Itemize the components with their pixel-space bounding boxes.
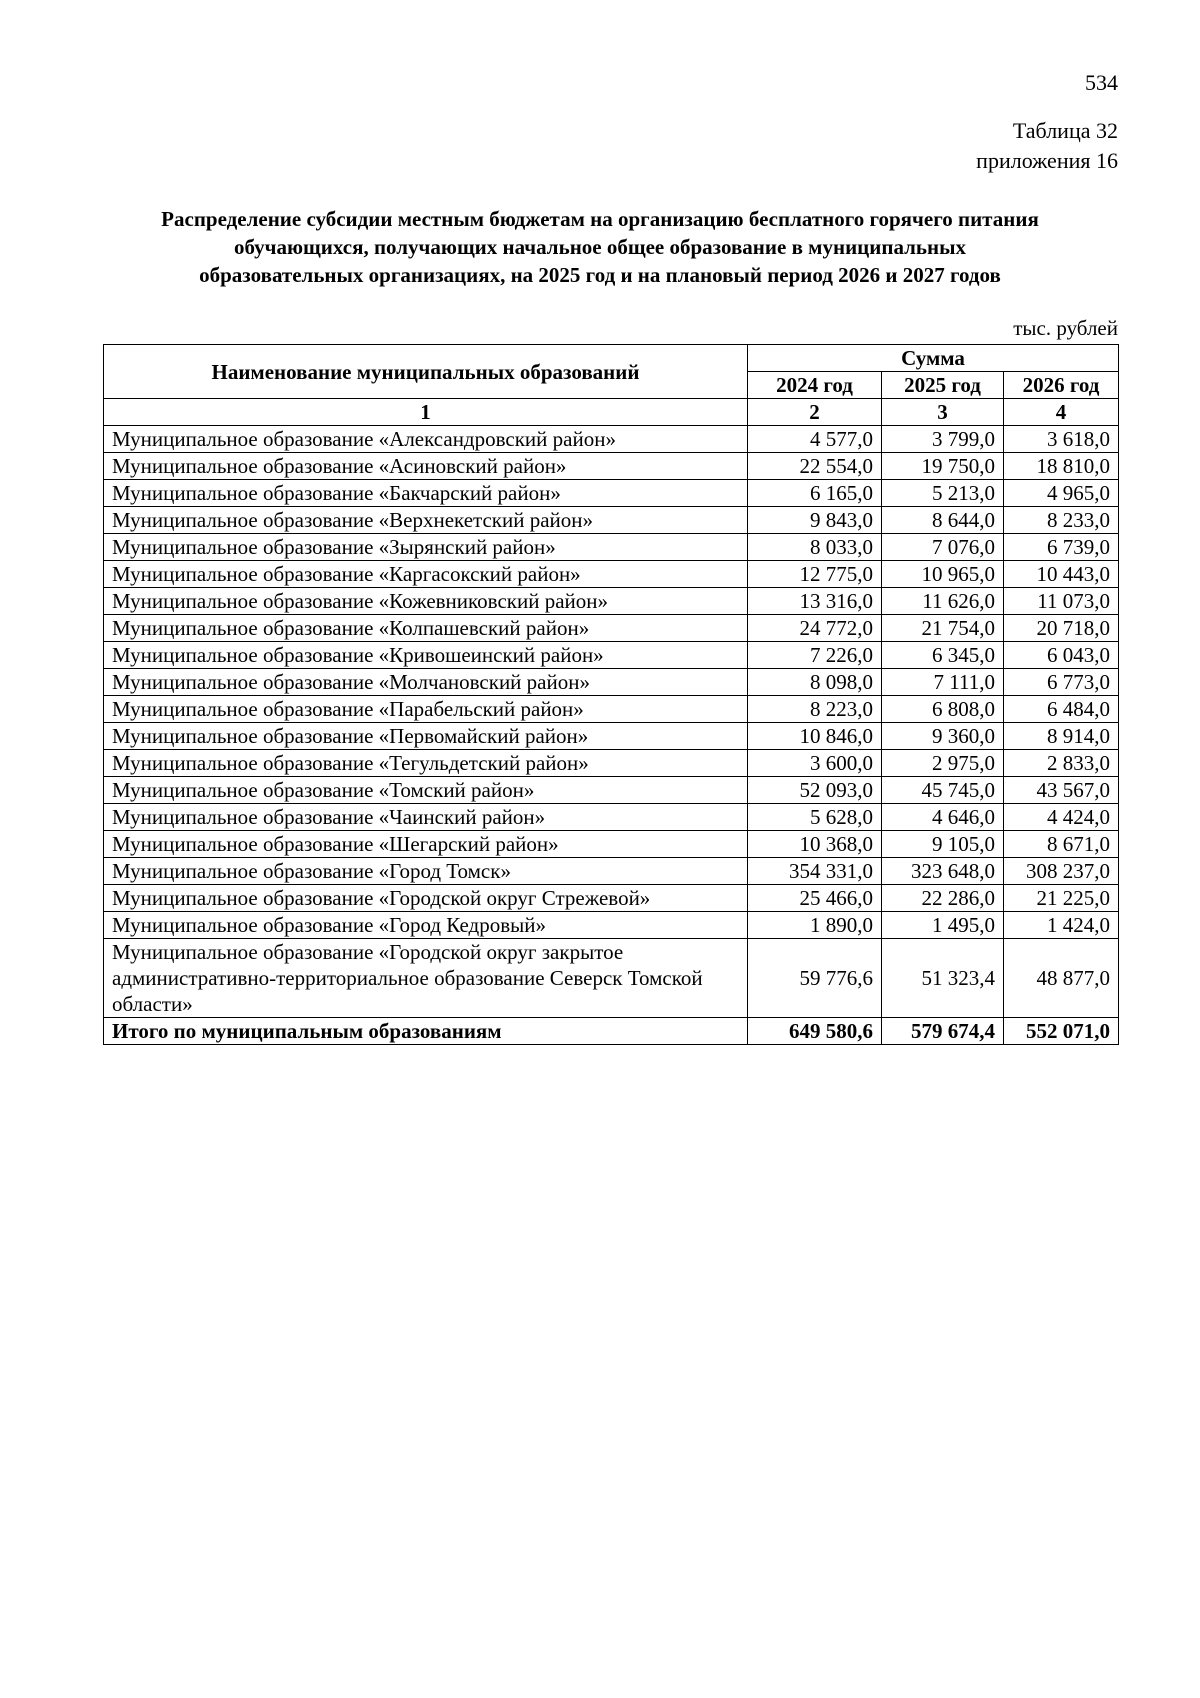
municipality-name: Муниципальное образование «Колпашевский район»: [104, 615, 748, 642]
title-line3: образовательных организациях, на 2025 год и на плановый период 2026 и 2027 годов: [199, 263, 1001, 287]
amount-2024: 10 846,0: [748, 723, 882, 750]
amount-2025: 4 646,0: [882, 804, 1004, 831]
amount-2026: 11 073,0: [1004, 588, 1119, 615]
amount-2025: 2 975,0: [882, 750, 1004, 777]
table-row: [104, 669, 1119, 696]
title-line1: Распределение субсидии местным бюджетам на организацию бесплатного горячего питания: [161, 207, 1039, 231]
amount-2026: 18 810,0: [1004, 453, 1119, 480]
amount-2024: 8 033,0: [748, 534, 882, 561]
header-year-1: 2024 год: [748, 372, 882, 399]
amount-2024: 1 890,0: [748, 912, 882, 939]
municipality-name: Муниципальное образование «Шегарский район»: [104, 831, 748, 858]
municipality-name: Муниципальное образование «Первомайский район»: [104, 723, 748, 750]
document-title: [100, 205, 1100, 289]
municipality-name: Муниципальное образование «Город Кедровый»: [104, 912, 748, 939]
total-2026: 552 071,0: [1004, 1018, 1119, 1045]
table-row: [104, 480, 1119, 507]
municipality-name: Муниципальное образование «Городской округ закрытое административно-территориальное образование Северск Томской области»: [104, 939, 748, 1018]
header-year-3: 2026 год: [1004, 372, 1119, 399]
municipality-name: Муниципальное образование «Каргасокский район»: [104, 561, 748, 588]
amount-2026: 1 424,0: [1004, 912, 1119, 939]
units-label: тыс. рублей: [1013, 316, 1118, 340]
amount-2025: 8 644,0: [882, 507, 1004, 534]
amount-2025: 9 105,0: [882, 831, 1004, 858]
municipality-name: Муниципальное образование «Парабельский район»: [104, 696, 748, 723]
amount-2025: 11 626,0: [882, 588, 1004, 615]
amount-2026: 8 914,0: [1004, 723, 1119, 750]
total-2024: 649 580,6: [748, 1018, 882, 1045]
table-row: [104, 453, 1119, 480]
amount-2025: 22 286,0: [882, 885, 1004, 912]
amount-2026: 48 877,0: [1004, 939, 1119, 1018]
municipality-name: Муниципальное образование «Бакчарский район»: [104, 480, 748, 507]
table-row: [104, 912, 1119, 939]
amount-2026: 8 233,0: [1004, 507, 1119, 534]
amount-2025: 7 111,0: [882, 669, 1004, 696]
amount-2026: 6 043,0: [1004, 642, 1119, 669]
table-caption-line2: приложения 16: [976, 148, 1118, 173]
amount-2024: 10 368,0: [748, 831, 882, 858]
amount-2025: 21 754,0: [882, 615, 1004, 642]
municipality-name: Муниципальное образование «Кожевниковский район»: [104, 588, 748, 615]
amount-2026: 10 443,0: [1004, 561, 1119, 588]
amount-2024: 7 226,0: [748, 642, 882, 669]
amount-2024: 52 093,0: [748, 777, 882, 804]
amount-2025: 45 745,0: [882, 777, 1004, 804]
amount-2026: 6 773,0: [1004, 669, 1119, 696]
amount-2026: 6 484,0: [1004, 696, 1119, 723]
municipality-name: Муниципальное образование «Верхнекетский район»: [104, 507, 748, 534]
title-line2: обучающихся, получающих начальное общее образование в муниципальных: [233, 235, 967, 259]
header-sum: Сумма: [748, 345, 1119, 372]
amount-2026: 3 618,0: [1004, 426, 1119, 453]
municipality-name: Муниципальное образование «Кривошеинский район»: [104, 642, 748, 669]
table-row: [104, 426, 1119, 453]
col-number-1: 1: [104, 399, 748, 426]
municipality-name: Муниципальное образование «Зырянский район»: [104, 534, 748, 561]
amount-2024: 8 223,0: [748, 696, 882, 723]
table-row: [104, 750, 1119, 777]
amount-2026: 21 225,0: [1004, 885, 1119, 912]
amount-2026: 20 718,0: [1004, 615, 1119, 642]
header-year-2: 2025 год: [882, 372, 1004, 399]
table-row: [104, 561, 1119, 588]
table-caption: [976, 116, 1118, 176]
subsidy-table: [103, 344, 1119, 1045]
amount-2026: 4 965,0: [1004, 480, 1119, 507]
table-body: [104, 426, 1119, 1045]
amount-2025: 1 495,0: [882, 912, 1004, 939]
total-row: [104, 1018, 1119, 1045]
table-row: [104, 507, 1119, 534]
amount-2024: 22 554,0: [748, 453, 882, 480]
table-row: [104, 831, 1119, 858]
amount-2025: 323 648,0: [882, 858, 1004, 885]
municipality-name: Муниципальное образование «Молчановский район»: [104, 669, 748, 696]
municipality-name: Муниципальное образование «Город Томск»: [104, 858, 748, 885]
amount-2024: 4 577,0: [748, 426, 882, 453]
table-row: [104, 642, 1119, 669]
amount-2025: 10 965,0: [882, 561, 1004, 588]
table-row: [104, 615, 1119, 642]
amount-2025: 6 808,0: [882, 696, 1004, 723]
municipality-name: Муниципальное образование «Городской округ Стрежевой»: [104, 885, 748, 912]
amount-2025: 5 213,0: [882, 480, 1004, 507]
col-number-4: 4: [1004, 399, 1119, 426]
municipality-name: Муниципальное образование «Тегульдетский район»: [104, 750, 748, 777]
amount-2024: 12 775,0: [748, 561, 882, 588]
header-name: Наименование муниципальных образований: [104, 345, 748, 399]
table-row: [104, 777, 1119, 804]
amount-2024: 9 843,0: [748, 507, 882, 534]
page-number: 534: [1085, 70, 1118, 95]
amount-2024: 25 466,0: [748, 885, 882, 912]
amount-2024: 6 165,0: [748, 480, 882, 507]
amount-2026: 8 671,0: [1004, 831, 1119, 858]
amount-2024: 24 772,0: [748, 615, 882, 642]
table-row: [104, 858, 1119, 885]
table-row: [104, 696, 1119, 723]
table-row: [104, 723, 1119, 750]
amount-2024: 13 316,0: [748, 588, 882, 615]
amount-2024: 8 098,0: [748, 669, 882, 696]
total-label: Итого по муниципальным образованиям: [104, 1018, 748, 1045]
amount-2025: 19 750,0: [882, 453, 1004, 480]
amount-2025: 3 799,0: [882, 426, 1004, 453]
amount-2024: 3 600,0: [748, 750, 882, 777]
table-row: [104, 588, 1119, 615]
total-2025: 579 674,4: [882, 1018, 1004, 1045]
amount-2026: 43 567,0: [1004, 777, 1119, 804]
amount-2026: 6 739,0: [1004, 534, 1119, 561]
amount-2025: 7 076,0: [882, 534, 1004, 561]
municipality-name: Муниципальное образование «Асиновский район»: [104, 453, 748, 480]
amount-2026: 4 424,0: [1004, 804, 1119, 831]
municipality-name: Муниципальное образование «Александровский район»: [104, 426, 748, 453]
table-row: [104, 939, 1119, 1018]
table-row: [104, 804, 1119, 831]
amount-2024: 354 331,0: [748, 858, 882, 885]
table-caption-line1: Таблица 32: [1012, 118, 1118, 143]
municipality-name: Муниципальное образование «Томский район»: [104, 777, 748, 804]
amount-2025: 9 360,0: [882, 723, 1004, 750]
table-row: [104, 885, 1119, 912]
amount-2025: 6 345,0: [882, 642, 1004, 669]
col-number-3: 3: [882, 399, 1004, 426]
table-row: [104, 534, 1119, 561]
amount-2024: 5 628,0: [748, 804, 882, 831]
amount-2026: 308 237,0: [1004, 858, 1119, 885]
amount-2026: 2 833,0: [1004, 750, 1119, 777]
amount-2024: 59 776,6: [748, 939, 882, 1018]
col-number-2: 2: [748, 399, 882, 426]
amount-2025: 51 323,4: [882, 939, 1004, 1018]
municipality-name: Муниципальное образование «Чаинский район»: [104, 804, 748, 831]
